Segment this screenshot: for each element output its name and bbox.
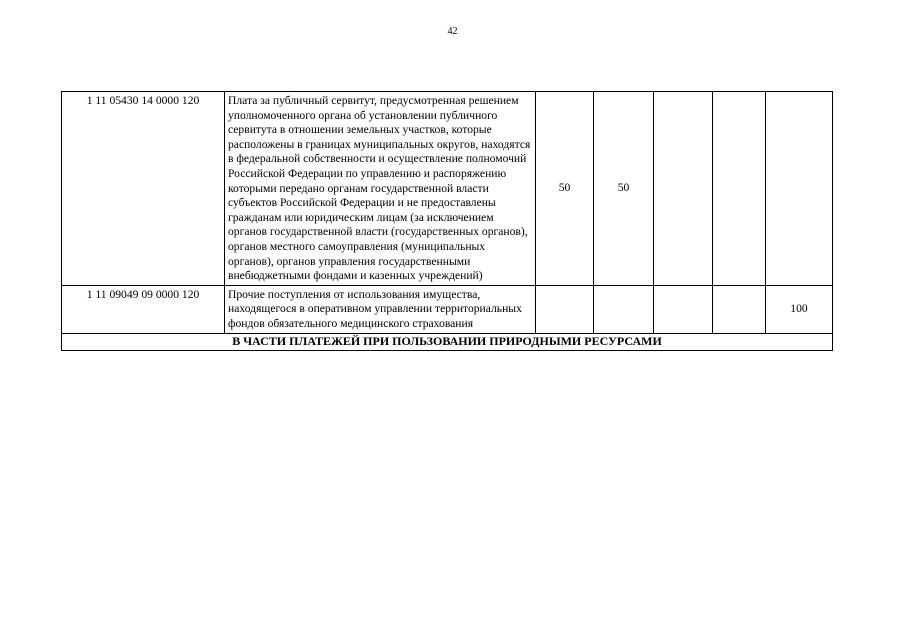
- value-cell: [594, 285, 654, 333]
- page-number: 42: [447, 26, 458, 37]
- value-cell: 50: [536, 92, 594, 286]
- value-cell: 100: [766, 285, 833, 333]
- section-heading: В ЧАСТИ ПЛАТЕЖЕЙ ПРИ ПОЛЬЗОВАНИИ ПРИРОДНЫМИ РЕСУРСАМИ: [62, 333, 833, 350]
- value-cell: [766, 92, 833, 286]
- revenue-codes-table: [61, 91, 833, 351]
- revenue-code-cell: 1 11 09049 09 0000 120: [62, 285, 225, 333]
- revenue-description-cell: Прочие поступления от использования имущества, находящегося в оперативном управлении территориальных фондов обязательного медицинского страхования: [225, 285, 536, 333]
- section-row: [62, 333, 833, 350]
- table-row: [62, 92, 833, 286]
- value-cell: 50: [594, 92, 654, 286]
- value-cell: [536, 285, 594, 333]
- value-cell: [654, 285, 713, 333]
- value-cell: [713, 92, 766, 286]
- table-row: [62, 285, 833, 333]
- revenue-description-cell: Плата за публичный сервитут, предусмотренная решением уполномоченного органа об установлении публичного сервитута в отношении земельных участков, которые расположены в границах муниципальных округов, находятся в федеральной собственности и осуществление полномочий Российской Федерации по управлению и распоряжению которыми передано органам государственной власти субъектов Российской Федерации и не предоставлены гражданам или юридическим лицам (за исключением органов государственной власти (государственных органов), органов местного самоуправления (муниципальных органов), органов управления государственными внебюджетными фондами и казенных учреждений): [225, 92, 536, 286]
- value-cell: [654, 92, 713, 286]
- revenue-code-cell: 1 11 05430 14 0000 120: [62, 92, 225, 286]
- value-cell: [713, 285, 766, 333]
